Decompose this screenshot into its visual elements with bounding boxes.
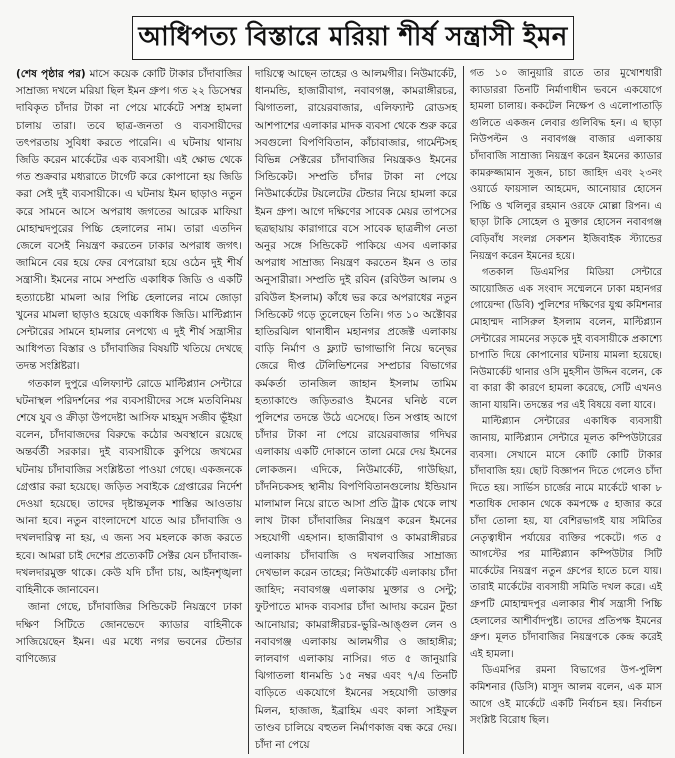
article-paragraph	[16, 66, 242, 376]
article-column-3	[463, 66, 668, 754]
headline: আধিপত্য বিস্তারে মরিয়া শীর্ষ সন্ত্রাসী ইমন	[138, 22, 568, 52]
article-paragraph: জানা গেছে, চাঁদাবাজির সিন্ডিকেট নিয়ন্ত্রণে ঢাকা দক্ষিণ সিটিতে জোনভেদে ক্যাডার বাহিনীকে সাজিয়েছেন ইমন। এর মধ্যে নগর ভবনের টেন্ডার বাণিজ্যের	[16, 601, 242, 665]
article-text: মাসে কয়েক কোটি টাকার চাঁদাবাজির সাম্রাজ্য দখলে মরিয়া ছিল ইমন গ্রুপ। গত ২২ ডিসেম্বর দাবিকৃত চাঁদার টাকা না পেয়ে মার্কেটে সশস্ত্র হামলা চালায় তারা। তবে ছাত্র-জনতা ও ব্যবসায়ীদের তৎপরতায় সুবিধা করতে পারেনি। এ ঘটনায় থানায় জিডি করেন মার্কেটের এক ব্যবসায়ী। এই ক্ষোভ থেকে গত শুক্রবার মধ্যরাতে টার্গেট করে কোপানো হয় জিডি করা সেই দুই ব্যবসায়ীকে। এ ঘটনায় ইমন ছাড়াও নতুন করে সামনে আসে অপরাধ জগতের আরেক মাফিয়া মোহাম্মদপুরের পিচ্চি হেলালের নাম। তারা এতদিন জেলে বসেই নিয়ন্ত্রণ করতেন ঢাকার অপরাধ জগৎ। জামিনে বের হয়ে ফের বেপরোয়া হয়ে ওঠেন দুই শীর্ষ সন্ত্রাসী। ইমনের নামে সম্প্রতি একাধিক জিডি ও একটি হত্যাচেষ্টা মামলা আর পিচ্চি হেলালের নামে জোড়া খুনের মামলা ছাড়াও হয়েছে একাধিক জিডি। মাল্টিপ্ল্যান সেন্টারের সামনে হামলার নেপথ্যে এ দুই শীর্ষ সন্ত্রাসীর আধিপত্য বিস্তার ও চাঁদাবাজির বিষয়টি খতিয়ে দেখছে তদন্ত সংশ্লিষ্টরা।	[16, 68, 242, 373]
article-paragraph: দায়িত্বে আছেন তাহের ও আলমগীর। নিউমার্কেট, ধানমন্ডি, হাজারীবাগ, নবাবগঞ্জ, কামরাঙ্গীরচর, ঝিগাতলা, রায়েরবাজার, এলিফ্যান্ট রোডসহ আশপাশের এলাকার মাদক ব্যবসা থেকে শুরু করে সবগুলো বিপণিবিতান, কাঁচাবাজার, গার্মেন্টসহ বিভিন্ন সেক্টরের চাঁদাবাজির নিয়ন্ত্রকও ইমনের সিন্ডিকেট। সম্প্রতি চাঁদার টাকা না পেয়ে নিউমার্কেটের টয়লেটের টেন্ডার নিয়ে হামলা করে ইমন গ্রুপ। আগে দক্ষিণের সাবেক মেয়র তাপসের ছত্রছায়ায় কারাগারে বসে সাবেক ছাত্রলীগ নেতা অনুর সঙ্গে সিন্ডিকেট পাকিয়ে এসব এলাকার অপরাধ সাম্রাজ্য নিয়ন্ত্রণ করতেন ইমন ও তার অনুসারীরা। সম্প্রতি দুই রবিন (রবিউল আলম ও রবিউল ইসলাম) কাঁধে ভর করে অপরাধের নতুন সিন্ডিকেট গড়ে তুলেছেন তিনি। গত ১০ অক্টোবর হাতিরঝিল থানাধীন মহানগর প্রজেক্ট এলাকায় বাড়ি নির্মাণ ও ফ্ল্যাট ভাগাভাগি নিয়ে দ্বন্দ্বের জেরে দীপ্ত টেলিভিশনের সম্প্রচার বিভাগের কর্মকর্তা তানজিল জাহান ইসলাম তামিম হত্যাকাণ্ডে জড়িতরাও ইমনের ঘনিষ্ঠ বলে পুলিশের তদন্তে উঠে এসেছে। তিন সপ্তাহ আগে চাঁদার টাকা না পেয়ে রায়েরবাজার গদিঘর এলাকায় একটি দোকানে তালা মেরে দেয় ইমনের লোকজন। এদিকে, নিউমার্কেট, গাউছিয়া, চাঁদনিচকসহ স্থানীয় বিপণিবিতানগুলোয় ইন্ডিয়ান মালামাল নিয়ে রাতে আসা প্রতি ট্রাক থেকে লাখ লাখ টাকা চাঁদাবাজির নিয়ন্ত্রণ করেন ইমনের সহযোগী এহসান। হাজারীবাগ ও কামরাঙ্গীরচর এলাকায় চাঁদাবাজি ও দখলবাজির সাম্রাজ্য দেখভাল করেন তাহের; নিউমার্কেট এলাকায় চাঁদা জাহিদ; নবাবগঞ্জ এলাকায় মুক্তার ও সেন্টু; ফুটপাতে মাদক ব্যবসার চাঁদা আদায় করেন টুন্ডা আনোয়ার; কামরাঙ্গীরচর-ভুরি-আঙ্গুল লেন ও নবাবগঞ্জ এলাকায় আলমগীর ও জাহাঙ্গীর; লালবাগ এলাকায় নাসির। গত ৫ জানুয়ারি ঝিগাতলা ধানমন্ডি ১৫ নম্বর এবং ৭/এ তিনটি বাড়িতে একযোগে ইমনের সহযোগী ডাক্তার মিলন, হাজাজ, ইব্রাহিম এবং কালা সাইফুল তাণ্ডব চালিয়ে বহুতল নির্মাণকাজ বন্ধ করে দেয়। চাঁদা না পেয়ে	[255, 68, 457, 751]
article-paragraph: গতকাল দুপুরে এলিফ্যান্ট রোডে মাল্টিপ্ল্যান সেন্টারে ঘটনাস্থল পরিদর্শনের পর ব্যবসায়ীদের সঙ্গে মতবিনিময় শেষে যুব ও ক্রীড়া উপদেষ্টা আসিফ মাহমুদ সজীব ভূঁইয়া বলেন, চাঁদাবাজদের বিরুদ্ধে কঠোর অবস্থানে রয়েছে অন্তর্বর্তী সরকার। দুই ব্যবসায়ীকে কুপিয়ে জখমের ঘটনায় চাঁদাবাজির সংশ্লিষ্টতা পাওয়া গেছে। একজনকে গ্রেপ্তার করা হয়েছে। জড়িত সবাইকে গ্রেপ্তারের নির্দেশ দেওয়া হয়েছে। তাদের দৃষ্টান্তমূলক শাস্তির আওতায় আনা হবে। নতুন বাংলাদেশে যাতে আর চাঁদাবাজি ও দখলদারিত্ব না হয়, এ জন্য সব মহলকে কাজ করতে হবে। আমরা চাই দেশের প্রত্যেকটি সেক্টর যেন চাঁদাবাজ-দখলদারমুক্ত থাকে। কেউ যদি চাঁদা চায়, আইনশৃঙ্খলা বাহিনীকে জানাবেন।	[16, 377, 242, 597]
headline-box	[132, 16, 574, 60]
article-columns	[10, 66, 668, 754]
article-column-2	[248, 66, 463, 754]
article-column-1	[10, 66, 248, 754]
article-paragraph: মাল্টিপ্ল্যান সেন্টারের একাধিক ব্যবসায়ী জানায়, মাল্টিপ্ল্যান সেন্টারে মূলত কম্পিউটারের ব্যবসা। সেখানে মাসে কোটি কোটি টাকার চাঁদাবাজি হয়। ছোট বিজ্ঞাপন দিতে গেলেও চাঁদা দিতে হয়। সার্ভিস চার্জের নামে মার্কেটে থাকা ৮ শতাধিক দোকান থেকে কমপক্ষে ৫ হাজার করে চাঁদা তোলা হয়, যা বেশিরভাগই যায় সমিতির নেতৃত্বাধীন পর্যায়ের ব্যক্তির পকেটে। গত ৫ আগস্টের পর মাল্টিপ্ল্যান কম্পিউটার সিটি মার্কেটের নিয়ন্ত্রণ নতুন গ্রুপের হাতে চলে যায়। তারাই মার্কেটের ব্যবসায়ী সমিতি দখল করে। এই গ্রুপটি মোহাম্মদপুর এলাকার শীর্ষ সন্ত্রাসী পিচ্চি হেলালের আশীর্বাদপুষ্ট। তাদের প্রতিপক্ষ ইমনের গ্রুপ। মূলত চাঁদাবাজির নিয়ন্ত্রণকে কেন্দ্র করেই এই হামলা।	[470, 416, 662, 660]
article-paragraph: ডিএমপির রমনা বিভাগের উপ-পুলিশ কমিশনার (ডিসি) মাসুদ আলম বলেন, এক মাস আগে ওই মার্কেটে একটি নির্বাচন হয়। নির্বাচন সংশ্লিষ্ট বিরোধ ছিল।	[470, 665, 662, 727]
article-paragraph: গত ১০ জানুয়ারি রাতে তার মুখোশধারী ক্যাডাররা তিনটি নির্মাণাধীন ভবনে একযোগে হামলা চালায়। ককটেল নিক্ষেপ ও এলোপাতাড়ি গুলিতে একজন লেবার গুলিবিদ্ধ হন। এ ছাড়া নিউপল্টন ও নবাবগঞ্জ বাজার এলাকায় চাঁদাবাজি সাম্রাজ্য নিয়ন্ত্রণ করেন ইমনের ক্যাডার কামরুজ্জামান সুজন, চাচা জাহিদ এবং ২৩নং ওয়ার্ডে ফায়সাল আহমেদ, আনোয়ার হোসেন পিচ্চি ও খলিলুর রহমান ওরফে মোল্লা রিপন। এ ছাড়া টাকি সোহেল ও মুক্তার হোসেন নবাবগঞ্জ বেড়িবাঁধ সংলগ্ন সেকশন ইজিবাইক স্ট্যান্ডের নিয়ন্ত্রণ করেন ইমনের হয়ে।	[470, 68, 662, 262]
article-paragraph: গতকাল ডিএমপির মিডিয়া সেন্টারে আয়োজিত এক সংবাদ সম্মেলনে ঢাকা মহানগর গোয়েন্দা (ডিবি) পুলিশের দক্ষিণের যুগ্ম কমিশনার মোহাম্মদ নাসিরুল ইসলাম বলেন, মাল্টিপ্ল্যান সেন্টারের সামনের সড়কে দুই ব্যবসায়ীকে প্রকাশ্যে চাপাতি দিয়ে কোপানোর ঘটনায় মামলা হয়েছে। নিউমার্কেট থানার ওসি মুহসীন উদ্দিন বলেন, কে বা কারা কী কারণে হামলা করেছে, সেটি এখনও জানা যায়নি। তদন্তের পর এই বিষয়ে বলা যাবে।	[470, 267, 662, 411]
lead-tag: (শেষ পৃষ্ঠার পর)	[16, 68, 86, 80]
